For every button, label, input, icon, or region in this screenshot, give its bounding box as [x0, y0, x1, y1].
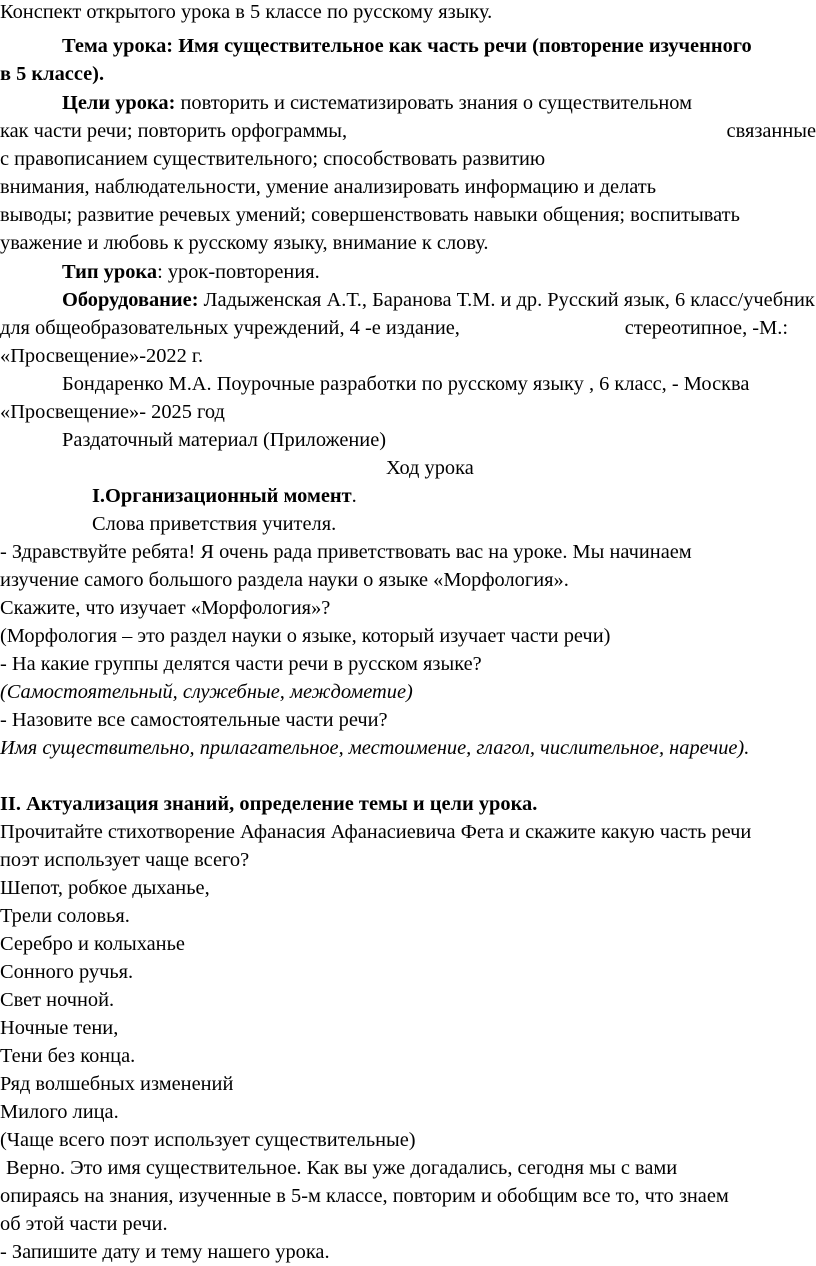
lesson-type [0, 258, 816, 286]
dialogue-line-6: (Самостоятельный, служебные, междометие) [0, 681, 413, 703]
dialogue-1a: - Здравствуйте ребята! Я очень рада приветствовать вас на уроке. Мы начинаем [0, 541, 692, 563]
type-label: Тип урока [62, 261, 158, 283]
dialogue-1b: изучение самого большого раздела науки о языке «Морфология». [0, 569, 569, 591]
equipment-line-2 [0, 314, 816, 342]
conclusion-line-1 [0, 1154, 816, 1182]
goals-line-5 [0, 201, 816, 229]
goals-label: Цели урока: [62, 92, 176, 114]
type-text: : урок-повторения. [157, 261, 320, 283]
conclusion-3: об этой части речи. [0, 1213, 168, 1235]
poem-line: Серебро и колыханье [0, 933, 185, 955]
poem-line: Сонного ручья. [0, 961, 134, 983]
handout: Раздаточный материал (Приложение) [62, 429, 387, 451]
dialogue-line-5: - На какие группы делятся части речи в русском языке? [0, 653, 482, 675]
reference-line-1 [0, 370, 816, 398]
section2-prompt-1 [0, 818, 816, 846]
section2-title: II. Актуализация знаний, определение темы и цели урока. [0, 793, 538, 815]
section1-title: I.Организационный момент. [92, 485, 357, 507]
goals-text-2a: как части речи; повторить орфограммы, [0, 120, 348, 142]
dialogue-line-4: (Морфология – это раздел науки о языке, который изучает части речи) [0, 625, 611, 647]
conclusion-line-3 [0, 1210, 816, 1238]
poem-line: Трели соловья. [0, 905, 130, 927]
equipment-text-1: Ладыженская А.Т., Баранова Т.М. и др. Русский язык, 6 класс/учебник [203, 289, 815, 311]
goals-text-3: с правописанием существительного; способствовать развитию [0, 148, 546, 170]
equipment-text-2a: для общеобразовательных учреждений, 4 -е издание, [0, 317, 460, 339]
poem-answer: (Чаще всего поэт использует существительные) [0, 1129, 416, 1151]
dialogue-line-7: - Назовите все самостоятельные части речи? [0, 709, 388, 731]
document-title: Конспект открытого урока в 5 классе по русскому языку. [0, 1, 493, 23]
equipment-line-3 [0, 342, 816, 370]
goals-line-2 [0, 117, 816, 145]
equipment-text-3: «Просвещение»-2022 г. [0, 345, 204, 367]
dialogue-line-2 [0, 566, 816, 594]
goals-text-1: повторить и систематизировать знания о существительном [180, 92, 692, 114]
equipment-line-1 [0, 286, 816, 314]
reference-line-2 [0, 398, 816, 426]
poem-line: Свет ночной. [0, 989, 115, 1011]
topic-text-1: Имя существительное как часть речи (повторение изученного [178, 35, 752, 57]
poem-line: Тени без конца. [0, 1045, 136, 1067]
task-line: - Запишите дату и тему нашего урока. [0, 1241, 330, 1263]
course-heading: Ход урока [386, 457, 474, 479]
equipment-text-2b: стереотипное, -М.: [624, 317, 788, 339]
goals-text-4: внимания, наблюдательности, умение анализировать информацию и делать [0, 176, 656, 198]
topic-line-1 [0, 32, 816, 60]
section1-greeting: Слова приветствия учителя. [92, 513, 337, 535]
poem-line: Милого лица. [0, 1101, 119, 1123]
dialogue-line-8 [0, 734, 816, 762]
goals-line-4 [0, 173, 816, 201]
reference-text-2: «Просвещение»- 2025 год [0, 401, 225, 423]
prompt-2: поэт использует чаще всего? [0, 849, 250, 871]
dialogue-1c: Скажите, что изучает «Морфология»? [0, 597, 331, 619]
goals-text-5: выводы; развитие речевых умений; совершенствовать навыки общения; воспитывать [0, 204, 740, 226]
topic-line-2 [0, 60, 816, 88]
reference-text-1: Бондаренко М.А. Поурочные разработки по русскому языку , 6 класс, - Москва [62, 373, 750, 395]
poem-line: Ночные тени, [0, 1017, 119, 1039]
prompt-1: Прочитайте стихотворение Афанасия Афанасиевича Фета и скажите какую часть речи [0, 821, 752, 843]
goals-line-3 [0, 145, 816, 173]
conclusion-2: опираясь на знания, изученные в 5-м классе, повторим и обобщим все то, что знаем [0, 1185, 729, 1207]
equipment-label: Оборудование: [62, 289, 199, 311]
goals-line-1 [0, 89, 816, 117]
conclusion-line-2 [0, 1182, 816, 1210]
topic-label: Тема урока: [62, 35, 174, 57]
goals-line-6 [0, 229, 816, 257]
section2-prompt-2 [0, 846, 816, 874]
poem-line: Ряд волшебных изменений [0, 1073, 234, 1095]
dialogue-line-1 [0, 538, 816, 566]
goals-text-6: уважение и любовь к русскому языку, внимание к слову. [0, 232, 489, 254]
poem-line: Шепот, робкое дыханье, [0, 877, 210, 899]
dialogue-line-3 [0, 594, 816, 622]
dialogue-6a: Имя существительно, прилагательное, местоимение, глагол, числительное, наречие). [0, 737, 750, 759]
conclusion-1: Верно. Это имя существительное. Как вы уже догадались, сегодня мы с вами [6, 1157, 678, 1179]
topic-text-2: в 5 классе). [0, 63, 105, 85]
goals-text-2b: связанные [726, 120, 816, 142]
